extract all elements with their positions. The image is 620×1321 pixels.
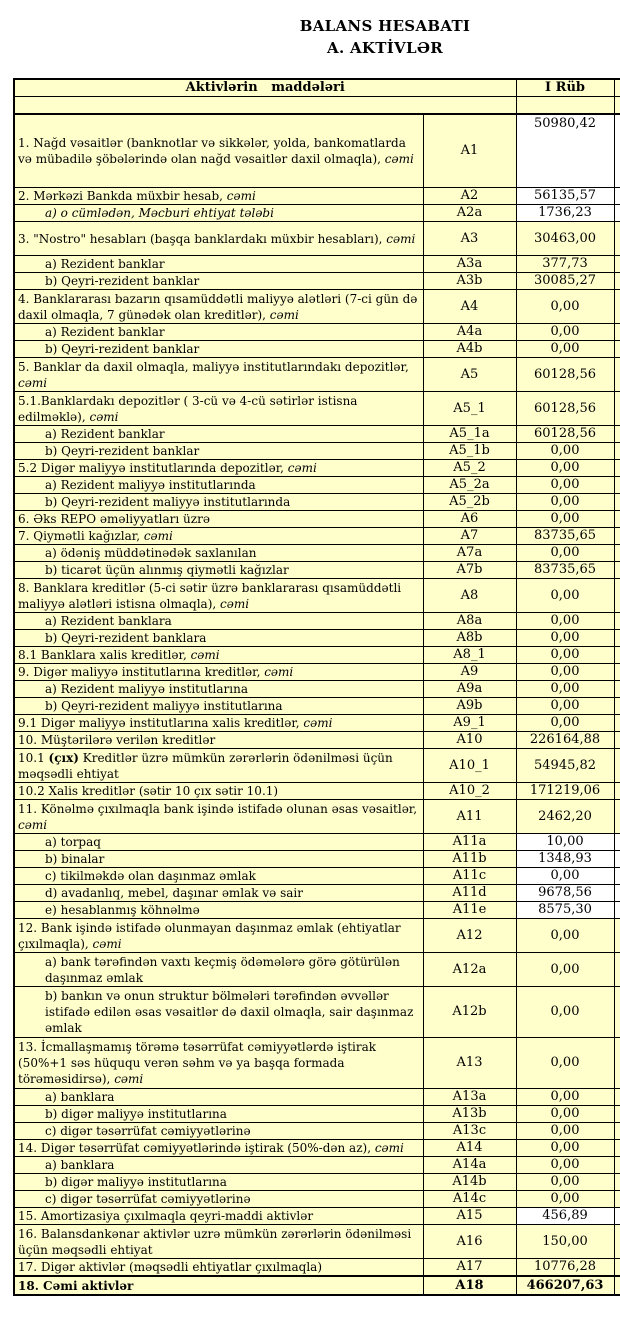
table-row bbox=[14, 800, 620, 834]
row-value: 0,00 bbox=[516, 630, 614, 647]
report-title-line1: BALANS HESABATI bbox=[299, 17, 471, 35]
row-code: A7 bbox=[423, 528, 516, 545]
row-code: A8a bbox=[423, 613, 516, 630]
next-quarter-cell bbox=[614, 732, 620, 749]
next-quarter-cell bbox=[614, 1174, 620, 1191]
row-value: 9678,56 bbox=[516, 885, 614, 902]
row-code: A13c bbox=[423, 1123, 516, 1140]
table-row bbox=[14, 290, 620, 324]
next-quarter-cell bbox=[614, 1140, 620, 1157]
row-code: A6 bbox=[423, 511, 516, 528]
row-code: A5_1 bbox=[423, 392, 516, 426]
blank-cell bbox=[516, 97, 614, 114]
table-row bbox=[14, 273, 620, 290]
row-description: 12. Bank işində istifadə olunmayan daşınmaz əmlak (ehtiyatlar çıxılmaqla), cəmi bbox=[14, 919, 423, 953]
table-row bbox=[14, 460, 620, 477]
table-row bbox=[14, 953, 620, 987]
row-code: A17 bbox=[423, 1259, 516, 1277]
row-code: A5_1a bbox=[423, 426, 516, 443]
table-row bbox=[14, 256, 620, 273]
row-description: b) digər maliyyə institutlarına bbox=[14, 1106, 423, 1123]
row-description: b) digər maliyyə institutlarına bbox=[14, 1174, 423, 1191]
row-description: 11. Könəlmə çıxılmaqla bank işində istifadə olunan əsas vəsaitlər, cəmi bbox=[14, 800, 423, 834]
row-code: A11e bbox=[423, 902, 516, 919]
row-value: 0,00 bbox=[516, 953, 614, 987]
row-code: A11d bbox=[423, 885, 516, 902]
row-value: 2462,20 bbox=[516, 800, 614, 834]
table-row bbox=[14, 222, 620, 256]
table-row bbox=[14, 664, 620, 681]
next-quarter-cell bbox=[614, 477, 620, 494]
row-value: 377,73 bbox=[516, 256, 614, 273]
row-description: c) digər təsərrüfat cəmiyyətlərinə bbox=[14, 1123, 423, 1140]
row-description: 3. "Nostro" hesabları (başqa banklardakı müxbir hesabları), cəmi bbox=[14, 222, 423, 256]
table-row bbox=[14, 885, 620, 902]
row-description: 8. Banklara kreditlər (5-ci sətir üzrə banklararası qısamüddətli maliyyə alətləri istisna olmaqla), cəmi bbox=[14, 579, 423, 613]
row-code: A13a bbox=[423, 1089, 516, 1106]
row-description: 5. Banklar da daxil olmaqla, maliyyə institutlarındakı depozitlər, cəmi bbox=[14, 358, 423, 392]
row-description: 15. Amortizasiya çıxılmaqla qeyri-maddi aktivlər bbox=[14, 1208, 423, 1225]
row-value: 0,00 bbox=[516, 1140, 614, 1157]
row-description: a) ödəniş müddətinədək saxlanılan bbox=[14, 545, 423, 562]
row-value: 10,00 bbox=[516, 834, 614, 851]
row-description: 9. Digər maliyyə institutlarına kreditlər, cəmi bbox=[14, 664, 423, 681]
row-code: A12b bbox=[423, 987, 516, 1038]
table-blank-row bbox=[14, 97, 620, 114]
row-value: 0,00 bbox=[516, 1106, 614, 1123]
row-code: A7a bbox=[423, 545, 516, 562]
row-value: 0,00 bbox=[516, 460, 614, 477]
next-quarter-cell bbox=[614, 851, 620, 868]
table-row bbox=[14, 1089, 620, 1106]
row-code: A3 bbox=[423, 222, 516, 256]
row-code: A14a bbox=[423, 1157, 516, 1174]
table-row bbox=[14, 732, 620, 749]
next-quarter-cell bbox=[614, 545, 620, 562]
row-description: 5.2 Digər maliyyə institutlarında depozitlər, cəmi bbox=[14, 460, 423, 477]
table-row bbox=[14, 341, 620, 358]
row-value: 0,00 bbox=[516, 1038, 614, 1089]
row-code: A14b bbox=[423, 1174, 516, 1191]
row-code: A4b bbox=[423, 341, 516, 358]
row-description: 1. Nağd vəsaitlər (banknotlar və sikkələr, yolda, bankomatlarda və mübadilə şöbələrində olan nağd vəsaitlər daxil olmaqla), cəmi bbox=[14, 114, 423, 188]
row-code: A11a bbox=[423, 834, 516, 851]
items-column-header: Aktivlərin maddələri bbox=[14, 79, 516, 97]
table-row bbox=[14, 868, 620, 885]
next-quarter-cell bbox=[614, 783, 620, 800]
row-description: a) bank tərəfindən vaxtı keçmiş ödəmələrə görə götürülən daşınmaz əmlak bbox=[14, 953, 423, 987]
next-quarter-cell bbox=[614, 341, 620, 358]
row-code: A9 bbox=[423, 664, 516, 681]
row-code: A2 bbox=[423, 188, 516, 205]
row-description: c) digər təsərrüfat cəmiyyətlərinə bbox=[14, 1191, 423, 1208]
row-value: 0,00 bbox=[516, 1123, 614, 1140]
row-code: A15 bbox=[423, 1208, 516, 1225]
table-row bbox=[14, 205, 620, 222]
table-row bbox=[14, 477, 620, 494]
row-value: 0,00 bbox=[516, 868, 614, 885]
row-description: 8.1 Banklara xalis kreditlər, cəmi bbox=[14, 647, 423, 664]
next-quarter-cell bbox=[614, 443, 620, 460]
table-row bbox=[14, 1106, 620, 1123]
table-row bbox=[14, 1123, 620, 1140]
table-row bbox=[14, 114, 620, 188]
row-description: b) Qeyri-rezident maliyyə institutlarında bbox=[14, 494, 423, 511]
table-row bbox=[14, 545, 620, 562]
next-quarter-cell bbox=[614, 392, 620, 426]
row-value: 150,00 bbox=[516, 1225, 614, 1259]
next-quarter-cell bbox=[614, 1038, 620, 1089]
row-value: 0,00 bbox=[516, 545, 614, 562]
row-value: 0,00 bbox=[516, 1191, 614, 1208]
row-code: A16 bbox=[423, 1225, 516, 1259]
next-quarter-cell bbox=[614, 749, 620, 783]
next-quarter-cell bbox=[614, 902, 620, 919]
next-quarter-cell bbox=[614, 358, 620, 392]
row-description: 5.1.Banklardakı depozitlər ( 3-cü və 4-cü sətirlər istisna edilməklə), cəmi bbox=[14, 392, 423, 426]
row-value: 1348,93 bbox=[516, 851, 614, 868]
row-value: 0,00 bbox=[516, 715, 614, 732]
row-code: A7b bbox=[423, 562, 516, 579]
next-quarter-cell bbox=[614, 114, 620, 188]
next-quarter-cell bbox=[614, 1208, 620, 1225]
row-code: A10_1 bbox=[423, 749, 516, 783]
table-row bbox=[14, 902, 620, 919]
row-code: A18 bbox=[423, 1276, 516, 1295]
row-value: 0,00 bbox=[516, 698, 614, 715]
table-row bbox=[14, 613, 620, 630]
row-value: 0,00 bbox=[516, 477, 614, 494]
row-description: 16. Balansdankənar aktivlər uzrə mümkün zərərlərin ödənilməsi üçün məqsədli ehtiyat bbox=[14, 1225, 423, 1259]
next-quarter-column-header bbox=[614, 79, 620, 97]
row-code: A11b bbox=[423, 851, 516, 868]
report-title bbox=[150, 15, 620, 59]
row-value: 456,89 bbox=[516, 1208, 614, 1225]
table-row bbox=[14, 579, 620, 613]
row-code: A14c bbox=[423, 1191, 516, 1208]
table-row bbox=[14, 358, 620, 392]
row-description: 18. Cəmi aktivlər bbox=[14, 1276, 423, 1295]
row-description: a) banklara bbox=[14, 1089, 423, 1106]
row-description: b) Qeyri-rezident maliyyə institutlarına bbox=[14, 698, 423, 715]
next-quarter-cell bbox=[614, 1225, 620, 1259]
table-row bbox=[14, 188, 620, 205]
row-code: A11 bbox=[423, 800, 516, 834]
next-quarter-cell bbox=[614, 664, 620, 681]
row-description: a) torpaq bbox=[14, 834, 423, 851]
next-quarter-cell bbox=[614, 426, 620, 443]
row-value: 466207,63 bbox=[516, 1276, 614, 1295]
row-value: 0,00 bbox=[516, 647, 614, 664]
table-body bbox=[14, 114, 620, 1296]
row-description: 10.1 (çıx) Kreditlər üzrə mümkün zərərlərin ödənilməsi üçün məqsədli ehtiyat bbox=[14, 749, 423, 783]
next-quarter-cell bbox=[614, 1089, 620, 1106]
row-description: 2. Mərkəzi Bankda müxbir hesab, cəmi bbox=[14, 188, 423, 205]
row-description: 6. Əks REPO əməliyyatları üzrə bbox=[14, 511, 423, 528]
table-row bbox=[14, 749, 620, 783]
next-quarter-cell bbox=[614, 613, 620, 630]
row-description: c) tikilməkdə olan daşınmaz əmlak bbox=[14, 868, 423, 885]
row-description: e) hesablanmış köhnəlmə bbox=[14, 902, 423, 919]
row-description: 13. İcmallaşmamış törəmə təsərrüfat cəmiyyətlərdə iştirak (50%+1 səs hüququ verən səhm və ya başqa formada törəməsidirsə), cəmi bbox=[14, 1038, 423, 1089]
table-row bbox=[14, 528, 620, 545]
table-row bbox=[14, 1038, 620, 1089]
row-description: b) Qeyri-rezident banklar bbox=[14, 443, 423, 460]
row-value: 0,00 bbox=[516, 664, 614, 681]
row-description: b) ticarət üçün alınmış qiymətli kağızlar bbox=[14, 562, 423, 579]
table-row bbox=[14, 511, 620, 528]
row-code: A13b bbox=[423, 1106, 516, 1123]
table-row bbox=[14, 647, 620, 664]
row-value: 0,00 bbox=[516, 681, 614, 698]
row-code: A3a bbox=[423, 256, 516, 273]
row-value: 54945,82 bbox=[516, 749, 614, 783]
row-value: 83735,65 bbox=[516, 528, 614, 545]
report-title-line2: A. AKTİVLƏR bbox=[327, 39, 443, 57]
table-row bbox=[14, 783, 620, 800]
row-code: A14 bbox=[423, 1140, 516, 1157]
row-value: 0,00 bbox=[516, 1174, 614, 1191]
row-description: 17. Digər aktivlər (məqsədli ehtiyatlar çıxılmaqla) bbox=[14, 1259, 423, 1277]
row-code: A4a bbox=[423, 324, 516, 341]
next-quarter-cell bbox=[614, 188, 620, 205]
table-row bbox=[14, 1208, 620, 1225]
row-value: 226164,88 bbox=[516, 732, 614, 749]
row-code: A10 bbox=[423, 732, 516, 749]
row-value: 83735,65 bbox=[516, 562, 614, 579]
row-value: 0,00 bbox=[516, 1089, 614, 1106]
next-quarter-cell bbox=[614, 460, 620, 477]
row-code: A9a bbox=[423, 681, 516, 698]
row-value: 0,00 bbox=[516, 494, 614, 511]
row-value: 60128,56 bbox=[516, 358, 614, 392]
next-quarter-cell bbox=[614, 1106, 620, 1123]
table-row bbox=[14, 1191, 620, 1208]
next-quarter-cell bbox=[614, 1259, 620, 1277]
table-header-row bbox=[14, 79, 620, 97]
next-quarter-cell bbox=[614, 562, 620, 579]
row-value: 60128,56 bbox=[516, 392, 614, 426]
table-row bbox=[14, 392, 620, 426]
row-value: 0,00 bbox=[516, 987, 614, 1038]
next-quarter-cell bbox=[614, 885, 620, 902]
row-code: A8 bbox=[423, 579, 516, 613]
table-row bbox=[14, 698, 620, 715]
next-quarter-cell bbox=[614, 800, 620, 834]
next-quarter-cell bbox=[614, 987, 620, 1038]
row-description: d) avadanlıq, mebel, daşınar əmlak və sair bbox=[14, 885, 423, 902]
row-value: 8575,30 bbox=[516, 902, 614, 919]
assets-table bbox=[13, 78, 620, 1296]
table-row bbox=[14, 919, 620, 953]
row-value: 0,00 bbox=[516, 511, 614, 528]
table-row bbox=[14, 715, 620, 732]
row-code: A8b bbox=[423, 630, 516, 647]
next-quarter-cell bbox=[614, 698, 620, 715]
row-description: a) Rezident banklara bbox=[14, 613, 423, 630]
row-code: A10_2 bbox=[423, 783, 516, 800]
row-value: 30085,27 bbox=[516, 273, 614, 290]
row-code: A13 bbox=[423, 1038, 516, 1089]
next-quarter-cell bbox=[614, 273, 620, 290]
row-code: A1 bbox=[423, 114, 516, 188]
row-value: 171219,06 bbox=[516, 783, 614, 800]
next-quarter-cell bbox=[614, 647, 620, 664]
next-quarter-cell bbox=[614, 1276, 620, 1295]
row-code: A9b bbox=[423, 698, 516, 715]
next-quarter-cell bbox=[614, 715, 620, 732]
next-quarter-cell bbox=[614, 511, 620, 528]
table-row bbox=[14, 851, 620, 868]
next-quarter-cell bbox=[614, 579, 620, 613]
next-quarter-cell bbox=[614, 1157, 620, 1174]
row-description: b) Qeyri-rezident banklar bbox=[14, 341, 423, 358]
row-description: 4. Banklararası bazarın qısamüddətli maliyyə alətləri (7-ci gün də daxil olmaqla, 7 günədək olan kreditlər), cəmi bbox=[14, 290, 423, 324]
table-row bbox=[14, 494, 620, 511]
table-row bbox=[14, 834, 620, 851]
row-code: A3b bbox=[423, 273, 516, 290]
next-quarter-cell bbox=[614, 205, 620, 222]
blank-cell bbox=[614, 97, 620, 114]
table-row bbox=[14, 1140, 620, 1157]
row-description: b) Qeyri-rezident banklara bbox=[14, 630, 423, 647]
table-row bbox=[14, 1225, 620, 1259]
row-value: 0,00 bbox=[516, 443, 614, 460]
next-quarter-cell bbox=[614, 256, 620, 273]
row-description: a) o cümlədən, Məcburi ehtiyat tələbi bbox=[14, 205, 423, 222]
table-row bbox=[14, 324, 620, 341]
table-row bbox=[14, 681, 620, 698]
table-row bbox=[14, 443, 620, 460]
row-code: A2a bbox=[423, 205, 516, 222]
row-description: a) Rezident maliyyə institutlarına bbox=[14, 681, 423, 698]
table-row bbox=[14, 987, 620, 1038]
table-row bbox=[14, 426, 620, 443]
row-code: A11c bbox=[423, 868, 516, 885]
next-quarter-cell bbox=[614, 919, 620, 953]
next-quarter-cell bbox=[614, 1123, 620, 1140]
row-code: A4 bbox=[423, 290, 516, 324]
quarter-column-header: I Rüb bbox=[516, 79, 614, 97]
row-description: b) Qeyri-rezident banklar bbox=[14, 273, 423, 290]
row-description: b) bankın və onun struktur bölmələri tərəfindən əvvəllər istifadə edilən əsas vəsaitlər də daxil olmaqla, sair daşınmaz əmlak bbox=[14, 987, 423, 1038]
next-quarter-cell bbox=[614, 681, 620, 698]
table-row bbox=[14, 1174, 620, 1191]
row-value: 30463,00 bbox=[516, 222, 614, 256]
next-quarter-cell bbox=[614, 494, 620, 511]
row-description: a) banklara bbox=[14, 1157, 423, 1174]
row-description: 7. Qiymətli kağızlar, cəmi bbox=[14, 528, 423, 545]
table-row bbox=[14, 1259, 620, 1277]
row-value: 50980,42 bbox=[516, 114, 614, 188]
next-quarter-cell bbox=[614, 290, 620, 324]
table-row bbox=[14, 630, 620, 647]
row-description: a) Rezident banklar bbox=[14, 256, 423, 273]
row-code: A9_1 bbox=[423, 715, 516, 732]
next-quarter-cell bbox=[614, 834, 620, 851]
next-quarter-cell bbox=[614, 222, 620, 256]
table-row bbox=[14, 1276, 620, 1295]
blank-cell bbox=[14, 97, 516, 114]
next-quarter-cell bbox=[614, 868, 620, 885]
row-value: 0,00 bbox=[516, 1157, 614, 1174]
next-quarter-cell bbox=[614, 1191, 620, 1208]
row-code: A8_1 bbox=[423, 647, 516, 664]
row-value: 0,00 bbox=[516, 341, 614, 358]
row-value: 0,00 bbox=[516, 579, 614, 613]
row-code: A5_2b bbox=[423, 494, 516, 511]
row-description: a) Rezident maliyyə institutlarında bbox=[14, 477, 423, 494]
row-description: a) Rezident banklar bbox=[14, 324, 423, 341]
row-description: b) binalar bbox=[14, 851, 423, 868]
row-code: A12a bbox=[423, 953, 516, 987]
next-quarter-cell bbox=[614, 953, 620, 987]
row-description: 10.2 Xalis kreditlər (sətir 10 çıx sətir 10.1) bbox=[14, 783, 423, 800]
row-value: 0,00 bbox=[516, 324, 614, 341]
row-description: 10. Müştərilərə verilən kreditlər bbox=[14, 732, 423, 749]
row-description: a) Rezident banklar bbox=[14, 426, 423, 443]
table-row bbox=[14, 1157, 620, 1174]
row-value: 10776,28 bbox=[516, 1259, 614, 1277]
row-value: 60128,56 bbox=[516, 426, 614, 443]
row-description: 9.1 Digər maliyyə institutlarına xalis kreditlər, cəmi bbox=[14, 715, 423, 732]
row-description: 14. Digər təsərrüfat cəmiyyətlərində iştirak (50%-dən az), cəmi bbox=[14, 1140, 423, 1157]
row-value: 0,00 bbox=[516, 919, 614, 953]
row-value: 0,00 bbox=[516, 290, 614, 324]
row-code: A5 bbox=[423, 358, 516, 392]
next-quarter-cell bbox=[614, 630, 620, 647]
next-quarter-cell bbox=[614, 324, 620, 341]
row-value: 1736,23 bbox=[516, 205, 614, 222]
row-code: A12 bbox=[423, 919, 516, 953]
row-value: 0,00 bbox=[516, 613, 614, 630]
row-value: 56135,57 bbox=[516, 188, 614, 205]
next-quarter-cell bbox=[614, 528, 620, 545]
row-code: A5_2 bbox=[423, 460, 516, 477]
row-code: A5_2a bbox=[423, 477, 516, 494]
row-code: A5_1b bbox=[423, 443, 516, 460]
table-row bbox=[14, 562, 620, 579]
